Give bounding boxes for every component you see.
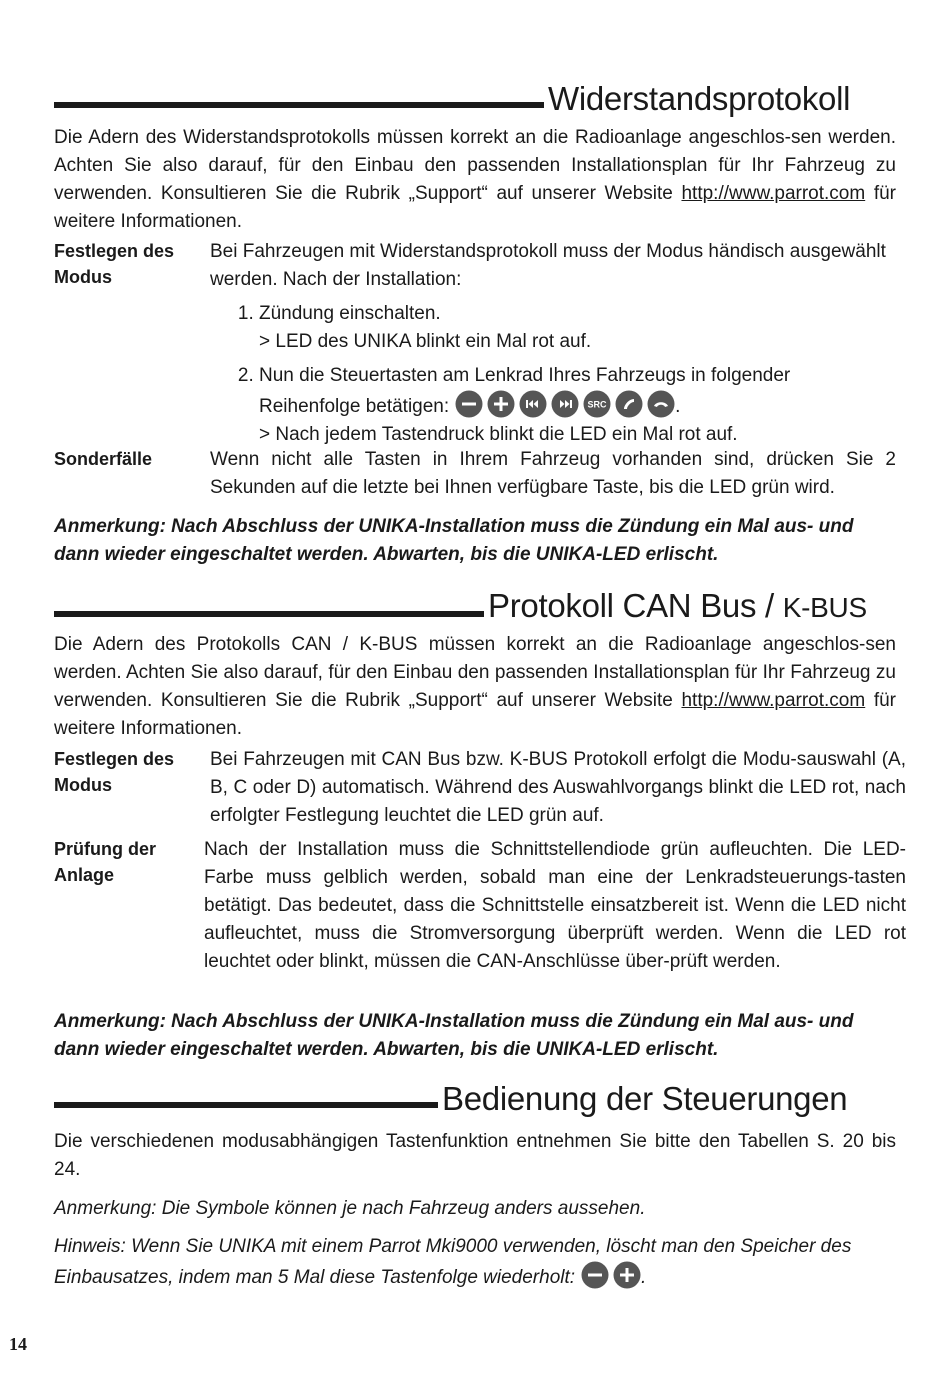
section-heading-can [54,587,867,627]
check-term: Prüfung der Anlage [54,839,156,885]
minus-icon [455,390,483,418]
intro-text: Die Adern des Widerstandsprotokolls müssen korrekt an die Radioanlage angeschlos-sen werden. Achten Sie also darauf, für den Einbau den passenden Installationsplan für Ihr Fahrzeug zu verwenden. Konsultieren Sie die Rubrik „Support“ auf unserer Website [54,127,896,204]
intro-text: Die Adern des Protokolls CAN / K-BUS müssen korrekt an die Radioanlage angeschlos-sen werden. Achten Sie also darauf, für den Einbau den passenden Installationsplan für Ihr Fahrzeug zu verwenden. Konsultieren Sie die Rubrik „Support“ auf unserer Website [54,634,896,711]
heading-rule [54,611,484,617]
mode-text: Bei Fahrzeugen mit CAN Bus bzw. K-BUS Protokoll erfolgt die Modu-sauswahl (A, B, C oder D) automatisch. Während des Auswahlvorgangs blinkt die LED rot, nach erfolgter Festlegung leuchtet die LED grün auf. [210,749,906,826]
hint-end: . [641,1267,647,1288]
section-title [488,587,867,627]
steps-list [210,300,896,449]
step-2-end: . [675,396,681,417]
section-title: Widerstandsprotokoll [548,80,851,117]
special-term: Sonderfälle [54,449,153,469]
parrot-link[interactable]: http://www.parrot.com [681,183,866,204]
section1-note [54,513,896,569]
section3-intro [54,1128,896,1184]
check-row [54,836,906,976]
parrot-link[interactable]: http://www.parrot.com [681,690,866,711]
reset-sequence [581,1261,641,1289]
plus-icon [613,1261,641,1289]
mode-text: Bei Fahrzeugen mit Widerstandsprotokoll muss der Modus händisch ausgewählt werden. Nach der Installation: [210,241,886,290]
minus-icon [581,1261,609,1289]
intro-suffix: für weitere Informationen. [54,690,896,739]
page-number: 14 [9,1334,27,1354]
intro-text: Die verschiedenen modusabhängigen Tastenfunktion entnehmen Sie bitte den Tabellen S. 20 bis 24. [54,1131,896,1180]
step-1 [259,300,896,356]
can-mode-row [54,746,906,830]
section-heading-widerstand [54,80,850,118]
note-text: Anmerkung: Nach Abschluss der UNIKA-Installation muss die Zündung ein Mal aus- und dann wieder eingeschaltet werden. Abwarten, bis die UNIKA-LED erlischt. [54,516,854,565]
call-end-icon [647,390,675,418]
step-1-result: > LED des UNIKA blinkt ein Mal rot auf. [259,331,592,352]
special-text: Wenn nicht alle Tasten in Ihrem Fahrzeug vorhanden sind, drücken Sie 2 Sekunden auf die letzte bei Ihnen verfügbare Taste, bis die LED grün wird. [210,449,896,498]
note-text: Anmerkung: Nach Abschluss der UNIKA-Installation muss die Zündung ein Mal aus- und dann wieder eingeschaltet werden. Abwarten, bis die UNIKA-LED erlischt. [54,1011,854,1060]
intro-suffix: für weitere Informationen. [54,183,896,232]
section3-remark [54,1195,896,1223]
section1-intro [54,124,896,236]
heading-rule [54,102,544,108]
check-text: Nach der Installation muss die Schnittstellendiode grün aufleuchten. Die LED-Farbe muss gelblich werden, sobald man eine der Lenkradsteuerungs-tasten betätigt. Das bedeutet, dass die Schnittstelle einsatzbereit ist. Wenn die LED nicht aufleuchtet, muss die Stromversorgung überprüft werden. Wenn die LED rot leuchtet oder blinkt, müssen die CAN-Anschlüsse über-prüft werden. [204,839,906,972]
section2-note [54,1008,896,1064]
plus-icon [487,390,515,418]
button-sequence [455,390,675,418]
mode-row [54,238,896,455]
title-main: Protokoll CAN Bus / [488,587,783,624]
call-accept-icon [615,390,643,418]
step-2-text: Nun die Steuertasten am Lenkrad Ihres Fahrzeugs in folgender Reihenfolge betätigen: [259,365,791,417]
src-icon [583,390,611,418]
step-2-result: > Nach jedem Tastendruck blinkt die LED ein Mal rot auf. [259,424,738,445]
previous-track-icon [519,390,547,418]
hint-text: Hinweis: Wenn Sie UNIKA mit einem Parrot Mki9000 verwenden, löscht man den Speicher des Einbausatzes, indem man 5 Mal diese Tastenfolge wiederholt: [54,1236,852,1288]
section2-intro [54,631,896,743]
step-1-text: Zündung einschalten. [259,303,441,324]
mode-description [206,238,896,455]
special-row [54,446,896,502]
section-title: Bedienung der Steuerungen [442,1080,848,1117]
svg-text:SRC: SRC [587,399,607,410]
mode-term: Festlegen des Modus [54,749,175,795]
section-heading-bedienung [54,1080,847,1118]
title-kbus: K-BUS [782,592,867,623]
next-track-icon [551,390,579,418]
remark-text: Anmerkung: Die Symbole können je nach Fahrzeug anders aussehen. [54,1198,646,1219]
step-2 [259,362,896,449]
section3-hint [54,1233,896,1292]
heading-rule [54,1102,438,1108]
mode-term: Festlegen des Modus [54,241,175,287]
